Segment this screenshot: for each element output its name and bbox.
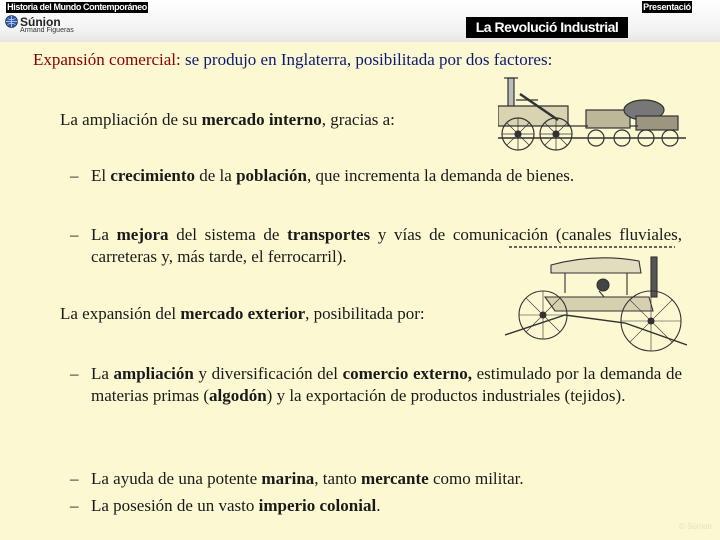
dash-bullet: –	[70, 496, 79, 515]
bold-term: algodón	[209, 386, 267, 405]
list-item	[70, 495, 682, 517]
text: , tanto	[314, 469, 362, 488]
slide-heading	[33, 50, 552, 70]
point-internal-market	[60, 110, 395, 130]
text: La posesión de un vasto	[91, 496, 259, 515]
text: .	[376, 496, 381, 515]
locomotive-illustration	[498, 76, 686, 164]
text: , posibilitada por:	[305, 304, 425, 323]
text: , que incrementa la demanda de bienes.	[306, 166, 575, 185]
logo-brand: Súnion	[20, 15, 61, 29]
list-item	[70, 363, 682, 407]
publisher-logo	[5, 15, 95, 37]
footer-watermark: © Súnion	[678, 522, 712, 531]
text: de la	[195, 166, 237, 185]
bold-term: mejora	[116, 225, 169, 244]
text: del sistema de	[168, 225, 288, 244]
bold-term: imperio colonial	[258, 496, 377, 515]
dash-bullet: –	[70, 166, 79, 185]
text: La ayuda de una potente	[91, 469, 262, 488]
bold-term: transportes	[287, 225, 371, 244]
series-title: Historia del Mundo Contemporáneo	[7, 2, 147, 12]
dash-bullet: –	[70, 364, 79, 383]
text: El	[91, 166, 111, 185]
globe-icon	[5, 15, 18, 28]
bold-term: mercado exterior	[180, 304, 306, 323]
presentation-label: Presentació	[643, 2, 691, 12]
text: La	[91, 364, 114, 383]
bold-term: mercante	[361, 469, 429, 488]
dash-bullet: –	[70, 469, 79, 488]
text: La	[91, 225, 117, 244]
bold-term: comercio externo,	[342, 364, 472, 383]
text: La expansión del	[60, 304, 181, 323]
heading-lead: Expansión comercial:	[33, 50, 181, 69]
section-title: La Revolució Industrial	[466, 17, 628, 38]
bold-term: crecimiento	[110, 166, 196, 185]
text: y vías de comunicación (canales fluviales, carreteras y, más tarde, el ferrocarril).	[91, 225, 682, 266]
text: estimulado por la demanda de materias primas (	[91, 364, 683, 405]
text: La ampliación de su	[60, 110, 202, 129]
bold-term: población	[236, 166, 307, 185]
list-item	[70, 468, 682, 490]
dash-bullet: –	[70, 225, 79, 244]
text: como militar.	[428, 469, 524, 488]
bold-term: ampliación	[113, 364, 194, 383]
text: , gracias a:	[321, 110, 395, 129]
steam-carriage-illustration	[505, 245, 687, 357]
text: ) y la exportación de productos industriales (tejidos).	[266, 386, 626, 405]
heading-rest: se produjo en Inglaterra, posibilitada por dos factores:	[185, 50, 553, 69]
list-item	[70, 165, 682, 187]
text: y diversificación del	[193, 364, 343, 383]
point-external-market	[60, 304, 425, 324]
bold-term: mercado interno	[201, 110, 322, 129]
logo-subtitle: Armand Figueras	[20, 27, 74, 34]
bold-term: marina	[261, 469, 315, 488]
